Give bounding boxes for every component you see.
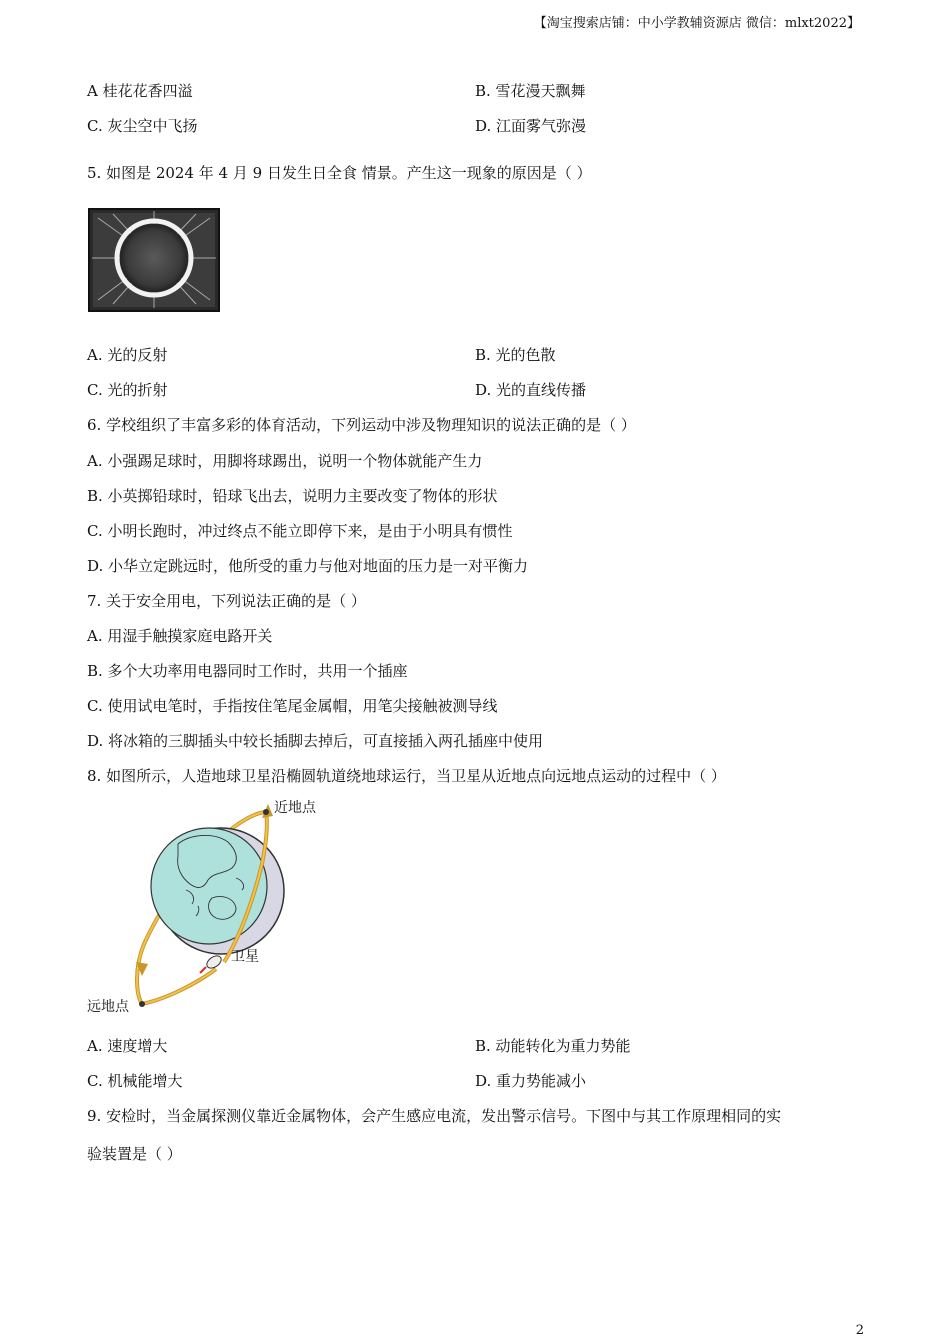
satellite-orbit-diagram: [86, 794, 336, 1018]
q7-option-a: A. 用湿手触摸家庭电路开关: [87, 627, 273, 645]
q9-stem-line2: 验装置是（ ）: [87, 1145, 182, 1163]
apogee-label: 远地点: [87, 999, 129, 1015]
q8-option-b: B. 动能转化为重力势能: [475, 1037, 631, 1055]
q4-option-d: D. 江面雾气弥漫: [475, 117, 587, 135]
q7-option-b: B. 多个大功率用电器同时工作时，共用一个插座: [87, 662, 408, 680]
q8-option-a: A. 速度增大: [87, 1037, 168, 1055]
q6-option-c: C. 小明长跑时，冲过终点不能立即停下来，是由于小明具有惯性: [87, 522, 513, 540]
q7-stem: 7. 关于安全用电，下列说法正确的是（ ）: [87, 592, 366, 610]
q8-option-c: C. 机械能增大: [87, 1072, 183, 1090]
q8-stem: 8. 如图所示，人造地球卫星沿椭圆轨道绕地球运行，当卫星从近地点向远地点运动的过程中（ ）: [87, 767, 726, 785]
q6-option-b: B. 小英掷铅球时，铅球飞出去，说明力主要改变了物体的形状: [87, 487, 498, 505]
page-header: 【淘宝搜索店铺：中小学教辅资源店 微信：mlxt2022】: [533, 16, 860, 31]
q4-option-a: A 桂花花香四溢: [87, 82, 193, 100]
apogee-point: [139, 1001, 145, 1007]
q6-stem: 6. 学校组织了丰富多彩的体育活动，下列运动中涉及物理知识的说法正确的是（ ）: [87, 416, 636, 434]
q5-option-d: D. 光的直线传播: [475, 381, 587, 399]
q7-option-c: C. 使用试电笔时，手指按住笔尾金属帽，用笔尖接触被测导线: [87, 697, 498, 715]
q5-stem: 5. 如图是 2024 年 4 月 9 日发生日全食 情景。产生这一现象的原因是（ ）: [87, 164, 592, 182]
q9-stem-line1: 9. 安检时，当金属探测仪靠近金属物体，会产生感应电流，发出警示信号。下图中与其工作原理相同的实: [87, 1107, 782, 1125]
perigee-point: [263, 809, 269, 815]
q5-option-b: B. 光的色散: [475, 346, 556, 364]
solar-eclipse-image: [88, 208, 220, 312]
page-number: 2: [855, 1323, 864, 1338]
q5-option-c: C. 光的折射: [87, 381, 168, 399]
q8-option-d: D. 重力势能减小: [475, 1072, 587, 1090]
q4-option-b: B. 雪花漫天飘舞: [475, 82, 586, 100]
q5-option-a: A. 光的反射: [87, 346, 168, 364]
perigee-label: 近地点: [274, 800, 316, 816]
q6-option-d: D. 小华立定跳远时，他所受的重力与他对地面的压力是一对平衡力: [87, 557, 529, 575]
earth-globe: [151, 828, 267, 944]
q6-option-a: A. 小强踢足球时，用脚将球踢出，说明一个物体就能产生力: [87, 452, 483, 470]
q4-option-c: C. 灰尘空中飞扬: [87, 117, 198, 135]
satellite-label: 卫星: [231, 949, 259, 965]
q7-option-d: D. 将冰箱的三脚插头中较长插脚去掉后，可直接插入两孔插座中使用: [87, 732, 544, 750]
